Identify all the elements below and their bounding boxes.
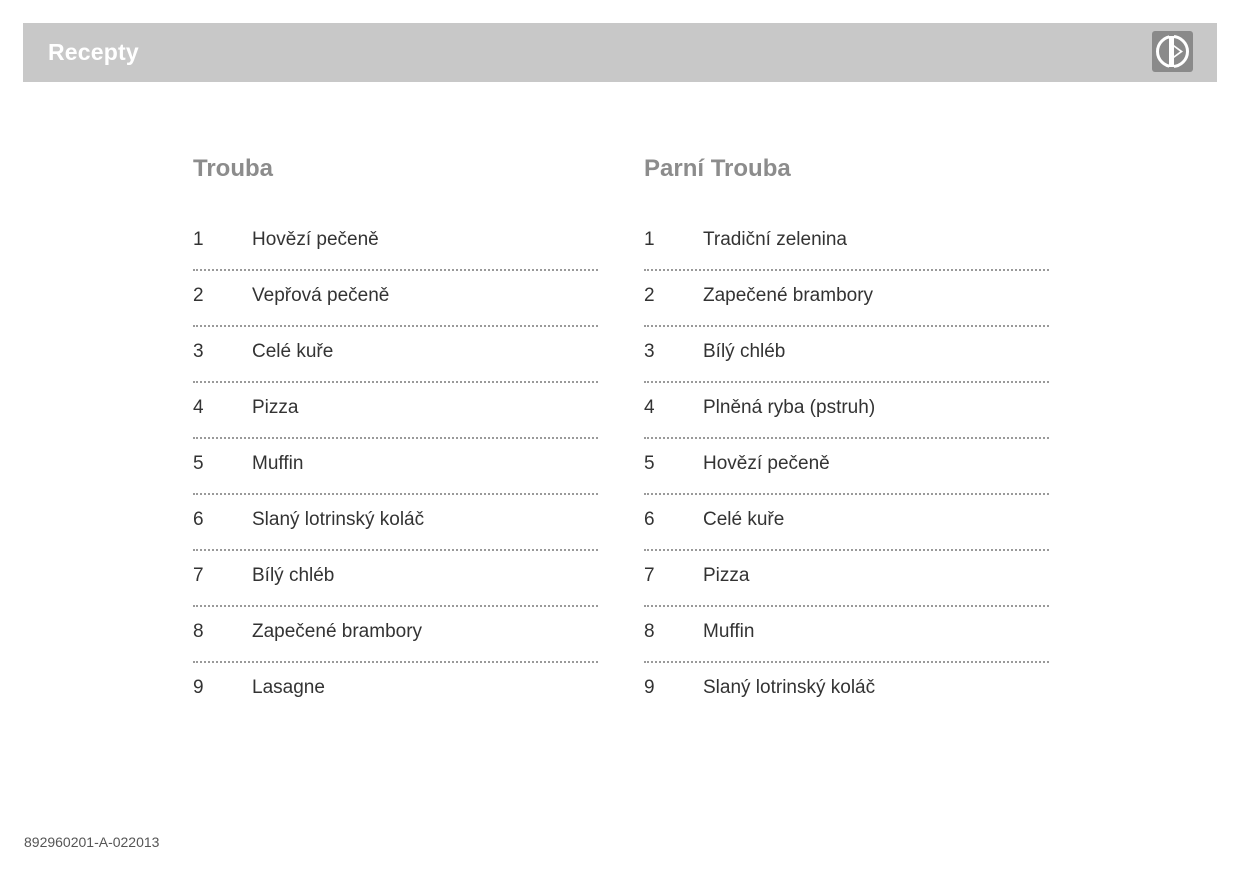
recipe-number: 5 bbox=[644, 453, 655, 474]
steam-oven-recipes-column bbox=[644, 153, 1049, 698]
column-heading-parni-trouba: Parní Trouba bbox=[644, 155, 791, 182]
oven-recipes-column bbox=[193, 153, 598, 698]
recipe-name: Slaný lotrinský koláč bbox=[703, 677, 876, 698]
recipe-number: 1 bbox=[193, 229, 204, 250]
header-bar bbox=[23, 23, 1217, 82]
recipe-number: 4 bbox=[644, 397, 655, 418]
recipe-name: Hovězí pečeně bbox=[252, 229, 379, 250]
recipe-row bbox=[644, 271, 1049, 327]
recipe-row bbox=[644, 439, 1049, 495]
recipe-row bbox=[193, 271, 598, 327]
recipe-row bbox=[644, 607, 1049, 663]
recipe-name: Tradiční zelenina bbox=[703, 229, 847, 250]
recipe-row bbox=[193, 383, 598, 439]
recipe-row bbox=[644, 215, 1049, 271]
recipe-number: 7 bbox=[193, 565, 204, 586]
recipe-list bbox=[193, 215, 598, 719]
recipe-name: Lasagne bbox=[252, 677, 325, 698]
recipe-name: Celé kuře bbox=[703, 509, 785, 530]
recipe-row bbox=[193, 215, 598, 271]
page-title: Recepty bbox=[48, 39, 139, 65]
recipe-row bbox=[644, 495, 1049, 551]
recipe-number: 9 bbox=[644, 677, 655, 698]
recipe-number: 5 bbox=[193, 453, 204, 474]
recipe-name: Muffin bbox=[252, 453, 304, 474]
document-code: 892960201-A-022013 bbox=[24, 834, 160, 850]
recipe-row bbox=[193, 495, 598, 551]
recipe-row bbox=[193, 327, 598, 383]
recipe-number: 6 bbox=[644, 509, 655, 530]
recipe-number: 8 bbox=[644, 621, 655, 642]
recipe-name: Zapečené brambory bbox=[252, 621, 423, 642]
recipe-row bbox=[193, 663, 598, 719]
recipe-name: Muffin bbox=[703, 621, 755, 642]
recipe-number: 3 bbox=[644, 341, 655, 362]
recipe-number: 6 bbox=[193, 509, 204, 530]
recipe-number: 7 bbox=[644, 565, 655, 586]
recipe-number: 1 bbox=[644, 229, 655, 250]
recipe-name: Slaný lotrinský koláč bbox=[252, 509, 425, 530]
column-heading-trouba: Trouba bbox=[193, 155, 274, 182]
recipe-name: Zapečené brambory bbox=[703, 285, 874, 306]
recipe-name: Plněná ryba (pstruh) bbox=[703, 397, 876, 418]
recipe-number: 3 bbox=[193, 341, 204, 362]
recipe-number: 2 bbox=[644, 285, 655, 306]
recipe-name: Celé kuře bbox=[252, 341, 334, 362]
recipe-list bbox=[644, 215, 1049, 719]
recipe-number: 9 bbox=[193, 677, 204, 698]
recipe-name: Pizza bbox=[703, 565, 750, 586]
recipe-row bbox=[193, 439, 598, 495]
recipe-row bbox=[644, 663, 1049, 719]
recipe-name: Pizza bbox=[252, 397, 299, 418]
recipe-number: 2 bbox=[193, 285, 204, 306]
recipe-row bbox=[644, 383, 1049, 439]
recipe-name: Hovězí pečeně bbox=[703, 453, 830, 474]
recipe-row bbox=[193, 607, 598, 663]
recipe-name: Bílý chléb bbox=[703, 341, 786, 362]
recipe-number: 8 bbox=[193, 621, 204, 642]
recipe-row bbox=[193, 551, 598, 607]
recipe-row bbox=[644, 551, 1049, 607]
recipe-name: Vepřová pečeně bbox=[252, 285, 390, 306]
recipe-row bbox=[644, 327, 1049, 383]
recipe-name: Bílý chléb bbox=[252, 565, 335, 586]
recipe-number: 4 bbox=[193, 397, 204, 418]
electrolux-logo-icon bbox=[1152, 31, 1193, 72]
